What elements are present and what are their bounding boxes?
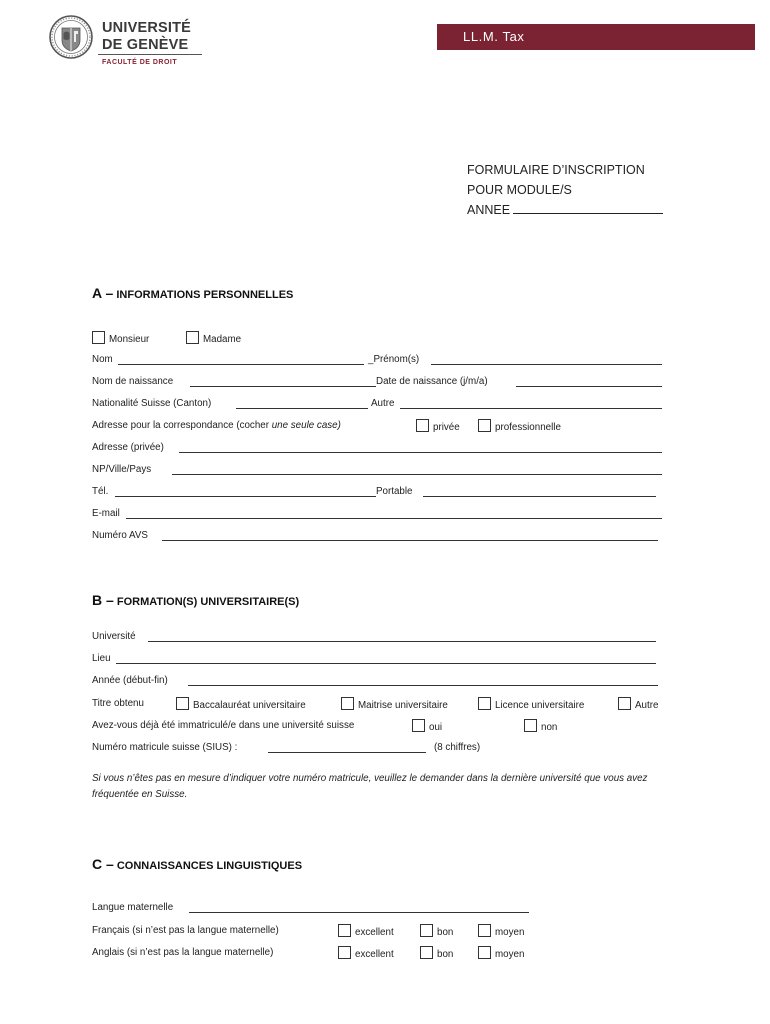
sius-label: Numéro matricule suisse (SIUS) : [92, 742, 238, 753]
nom-naissance-field[interactable] [190, 386, 376, 387]
bac-label: Baccalauréat universitaire [193, 700, 306, 711]
adresse-privee-field[interactable] [179, 452, 662, 453]
autre-titre-option[interactable] [618, 697, 658, 713]
monsieur-checkbox[interactable] [92, 331, 105, 344]
universite-label: Université [92, 631, 136, 642]
section-a-heading: INFORMATIONS PERSONNELLES [116, 289, 294, 301]
university-logo [48, 14, 208, 70]
madame-option[interactable] [186, 331, 241, 347]
np-ville-row [92, 463, 662, 477]
phone-row [92, 485, 662, 499]
email-row [92, 507, 662, 521]
madame-checkbox[interactable] [186, 331, 199, 344]
francais-moyen-option[interactable] [478, 924, 524, 940]
annee-debut-fin-label: Année (début-fin) [92, 675, 168, 686]
anglais-moyen-option[interactable] [478, 946, 524, 962]
sius-row [92, 741, 662, 755]
portable-label: Portable [376, 486, 413, 497]
francais-moyen-label: moyen [495, 927, 525, 938]
autre-titre-label: Autre [635, 700, 659, 711]
section-c-letter: C – [92, 856, 114, 872]
section-b-heading: FORMATION(S) UNIVERSITAIRE(S) [116, 596, 300, 608]
oui-option[interactable] [412, 719, 442, 735]
program-banner [437, 24, 755, 50]
licence-label: Licence universitaire [495, 700, 585, 711]
immatriculation-row [92, 719, 662, 733]
francais-row [92, 924, 662, 938]
lieu-row [92, 652, 662, 666]
francais-excellent-option[interactable] [338, 924, 394, 940]
licence-option[interactable] [478, 697, 584, 713]
annee-row [92, 674, 662, 688]
nationality-row [92, 397, 662, 411]
maternelle-field[interactable] [189, 912, 529, 913]
autre-titre-checkbox[interactable] [618, 697, 631, 710]
francais-bon-checkbox[interactable] [420, 924, 433, 937]
professionnelle-option[interactable] [478, 419, 561, 435]
autre-nationalite-label: Autre [371, 398, 395, 409]
professionnelle-label: professionnelle [495, 422, 561, 433]
university-name-line1: UNIVERSITÉ [102, 20, 192, 36]
tel-field[interactable] [115, 496, 376, 497]
anglais-moyen-label: moyen [495, 949, 525, 960]
francais-excellent-label: excellent [355, 927, 394, 938]
correspondence-row [92, 419, 662, 433]
anglais-bon-checkbox[interactable] [420, 946, 433, 959]
adresse-corr-emphasis: une seule case) [271, 420, 341, 431]
francais-bon-option[interactable] [420, 924, 453, 940]
madame-label: Madame [203, 334, 242, 345]
avs-row [92, 529, 662, 543]
university-name-line2: DE GENÈVE [102, 37, 189, 53]
francais-moyen-checkbox[interactable] [478, 924, 491, 937]
oui-label: oui [429, 722, 443, 733]
anglais-bon-option[interactable] [420, 946, 453, 962]
sius-hint: (8 chiffres) [434, 742, 481, 753]
monsieur-option[interactable] [92, 331, 149, 347]
maitrise-option[interactable] [341, 697, 448, 713]
lieu-field[interactable] [116, 663, 656, 664]
form-title [467, 160, 663, 220]
date-naissance-label: Date de naissance (j/m/a) [376, 376, 488, 387]
prenom-label: _Prénom(s) [368, 354, 420, 365]
non-checkbox[interactable] [524, 719, 537, 732]
privee-option[interactable] [416, 419, 460, 435]
email-field[interactable] [126, 518, 662, 519]
np-ville-field[interactable] [172, 474, 662, 475]
universite-row [92, 630, 662, 644]
portable-field[interactable] [423, 496, 656, 497]
maternelle-row [92, 901, 662, 915]
sius-field[interactable] [268, 752, 426, 753]
nom-label: Nom [92, 354, 113, 365]
maternelle-label: Langue maternelle [92, 902, 174, 913]
non-label: non [541, 722, 558, 733]
birth-row [92, 375, 662, 389]
privee-checkbox[interactable] [416, 419, 429, 432]
privee-label: privée [433, 422, 460, 433]
university-seal-icon [48, 14, 94, 60]
monsieur-label: Monsieur [109, 334, 150, 345]
anglais-row [92, 946, 662, 960]
nationalite-label: Nationalité Suisse (Canton) [92, 398, 212, 409]
adresse-corr-label [92, 419, 341, 433]
licence-checkbox[interactable] [478, 697, 491, 710]
section-c-title [92, 856, 302, 872]
titre-label: Titre obtenu [92, 698, 144, 709]
professionnelle-checkbox[interactable] [478, 419, 491, 432]
anglais-label: Anglais (si n’est pas la langue maternelle) [92, 947, 274, 958]
oui-checkbox[interactable] [412, 719, 425, 732]
section-b-title [92, 592, 299, 608]
logo-divider [98, 54, 202, 55]
lieu-label: Lieu [92, 653, 111, 664]
civility-row [92, 331, 492, 345]
titre-row [92, 697, 692, 711]
non-option[interactable] [524, 719, 557, 735]
form-title-line3 [467, 200, 663, 220]
annee-label: ANNEE [467, 203, 511, 217]
francais-bon-label: bon [437, 927, 454, 938]
bac-option[interactable] [176, 697, 306, 713]
francais-label: Français (si n’est pas la langue maternelle) [92, 925, 279, 936]
immatricule-label: Avez-vous déjà été immatriculé/e dans une université suisse [92, 720, 355, 731]
university-name [102, 20, 191, 54]
francais-excellent-checkbox[interactable] [338, 924, 351, 937]
annee-debut-fin-field[interactable] [188, 685, 658, 686]
form-title-line2: POUR MODULE/S [467, 183, 572, 197]
name-row [92, 353, 662, 367]
adresse-privee-row [92, 441, 662, 455]
nom-field[interactable] [118, 364, 364, 365]
anglais-excellent-label: excellent [355, 949, 394, 960]
annee-field[interactable] [513, 201, 663, 214]
email-label: E-mail [92, 508, 120, 519]
program-banner-label: LL.M. Tax [463, 29, 525, 44]
bac-checkbox[interactable] [176, 697, 189, 710]
section-a-title [92, 285, 293, 301]
anglais-bon-label: bon [437, 949, 454, 960]
avs-field[interactable] [162, 540, 658, 541]
matricule-note: Si vous n’êtes pas en mesure d’indiquer votre numéro matricule, veuillez le demander dans la dernière université que vous avez fréquentée en Suisse. [92, 773, 648, 800]
form-title-line1: FORMULAIRE D’INSCRIPTION [467, 163, 645, 177]
avs-label: Numéro AVS [92, 530, 148, 541]
faculty-name: FACULTÉ DE DROIT [102, 59, 178, 66]
tel-label: Tél. [92, 486, 109, 497]
section-b-letter: B – [92, 592, 114, 608]
universite-field[interactable] [148, 641, 656, 642]
adresse-corr-text: Adresse pour la correspondance (cocher [92, 420, 272, 431]
autre-nationalite-field[interactable] [400, 408, 662, 409]
maitrise-label: Maitrise universitaire [358, 700, 448, 711]
nom-naissance-label: Nom de naissance [92, 376, 174, 387]
anglais-excellent-checkbox[interactable] [338, 946, 351, 959]
nationalite-field[interactable] [236, 408, 368, 409]
section-c-heading: CONNAISSANCES LINGUISTIQUES [116, 860, 303, 872]
np-ville-label: NP/Ville/Pays [92, 464, 152, 475]
section-a-letter: A – [92, 285, 114, 301]
maitrise-checkbox[interactable] [341, 697, 354, 710]
anglais-excellent-option[interactable] [338, 946, 394, 962]
anglais-moyen-checkbox[interactable] [478, 946, 491, 959]
date-naissance-field[interactable] [516, 386, 662, 387]
prenom-field[interactable] [431, 364, 662, 365]
adresse-privee-label: Adresse (privée) [92, 442, 164, 453]
